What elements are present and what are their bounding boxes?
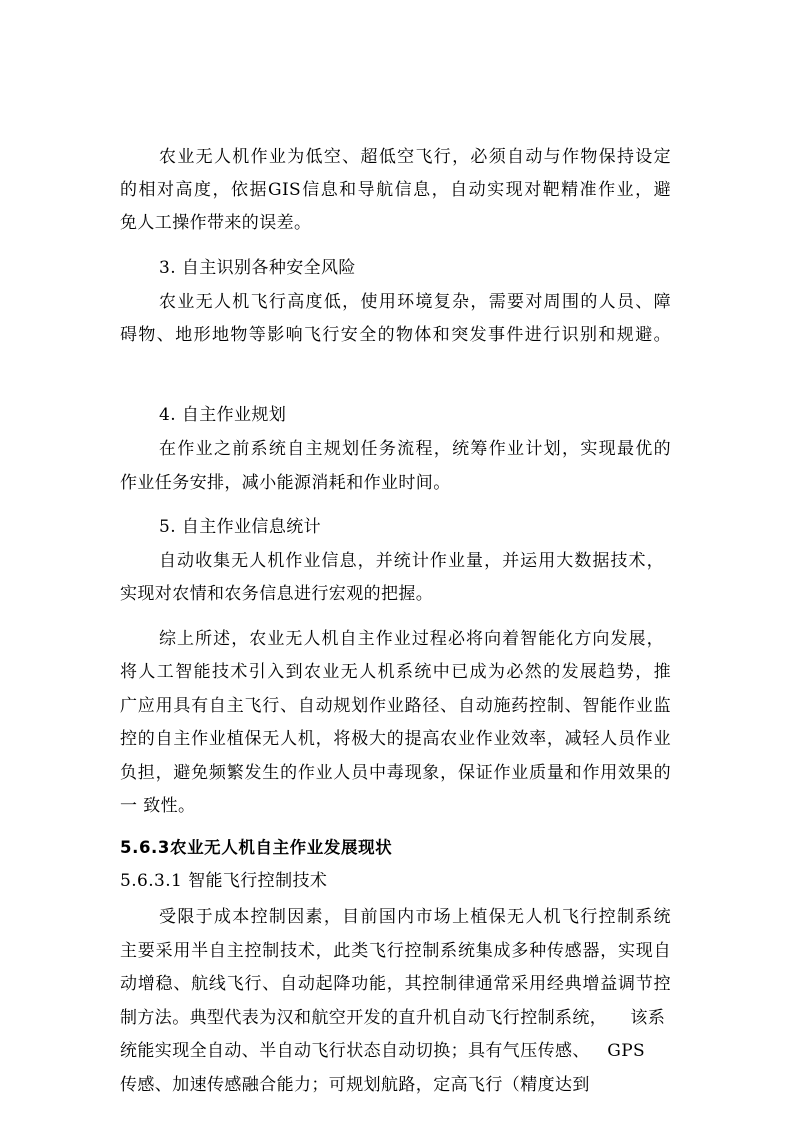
- paragraph-line: 的相对高度，依据GIS信息和导航信息，自动实现对靶精准作业，避: [120, 180, 671, 200]
- paragraph-line: 一 致性。: [120, 796, 196, 816]
- paragraph-line: 负担，避免频繁发生的作业人员中毒现象，保证作业质量和作用效果的: [120, 763, 671, 783]
- paragraph-line: 将人工智能技术引入到农业无人机系统中已成为必然的发展趋势，推: [120, 662, 671, 682]
- paragraph-line: 广应用具有自主飞行、自动规划作业路径、自动施药控制、智能作业监: [120, 696, 671, 716]
- paragraph-line: 综上所述，农业无人机自主作业过程必将向着智能化方向发展，: [159, 629, 664, 649]
- paragraph-line: 传感、加速传感融合能力；可规划航路，定高飞行（精度达到: [120, 1075, 590, 1095]
- paragraph-line: 农业无人机作业为低空、超低空飞行，必须自动与作物保持设定: [159, 147, 671, 167]
- paragraph-line: 主要采用半自主控制技术，此类飞行控制系统集成多种传感器，实现自: [120, 941, 671, 961]
- paragraph-line: 统能实现全自动、半自动飞行状态自动切换；具有气压传感、 GPS: [120, 1041, 646, 1061]
- paragraph-line: 动增稳、航线飞行、自动起降功能，其控制律通常采用经典增益调节控: [120, 974, 671, 994]
- subsection-heading: 5.6.3.1 智能飞行控制技术: [120, 871, 328, 891]
- section-heading: 5.6.3农业无人机自主作业发展现状: [120, 838, 393, 857]
- list-heading: 3. 自主识别各种安全风险: [159, 258, 356, 278]
- paragraph-line: 在作业之前系统自主规划任务流程，统筹作业计划，实现最优的: [159, 439, 671, 459]
- paragraph-line: 实现对农情和农务信息进行宏观的把握。: [120, 584, 434, 604]
- list-heading: 5. 自主作业信息统计: [159, 517, 322, 537]
- paragraph-line: 控的自主作业植保无人机，将极大的提高农业作业效率，减轻人员作业: [120, 729, 671, 749]
- paragraph-line: 碍物、地形地物等影响飞行安全的物体和突发事件进行识别和规避。: [120, 325, 671, 345]
- paragraph-line: 免人工操作带来的误差。: [120, 213, 312, 233]
- paragraph-line: 农业无人机飞行高度低，使用环境复杂，需要对周围的人员、障: [159, 292, 671, 312]
- list-heading: 4. 自主作业规划: [159, 405, 287, 425]
- paragraph-line: 作业任务安排，减小能源消耗和作业时间。: [120, 473, 451, 493]
- paragraph-line: 自动收集无人机作业信息，并统计作业量，并运用大数据技术，: [159, 551, 664, 571]
- paragraph-line: 制方法。典型代表为汉和航空开发的直升机自动飞行控制系统， 该系: [120, 1008, 666, 1028]
- paragraph-line: 受限于成本控制因素，目前国内市场上植保无人机飞行控制系统: [159, 907, 671, 927]
